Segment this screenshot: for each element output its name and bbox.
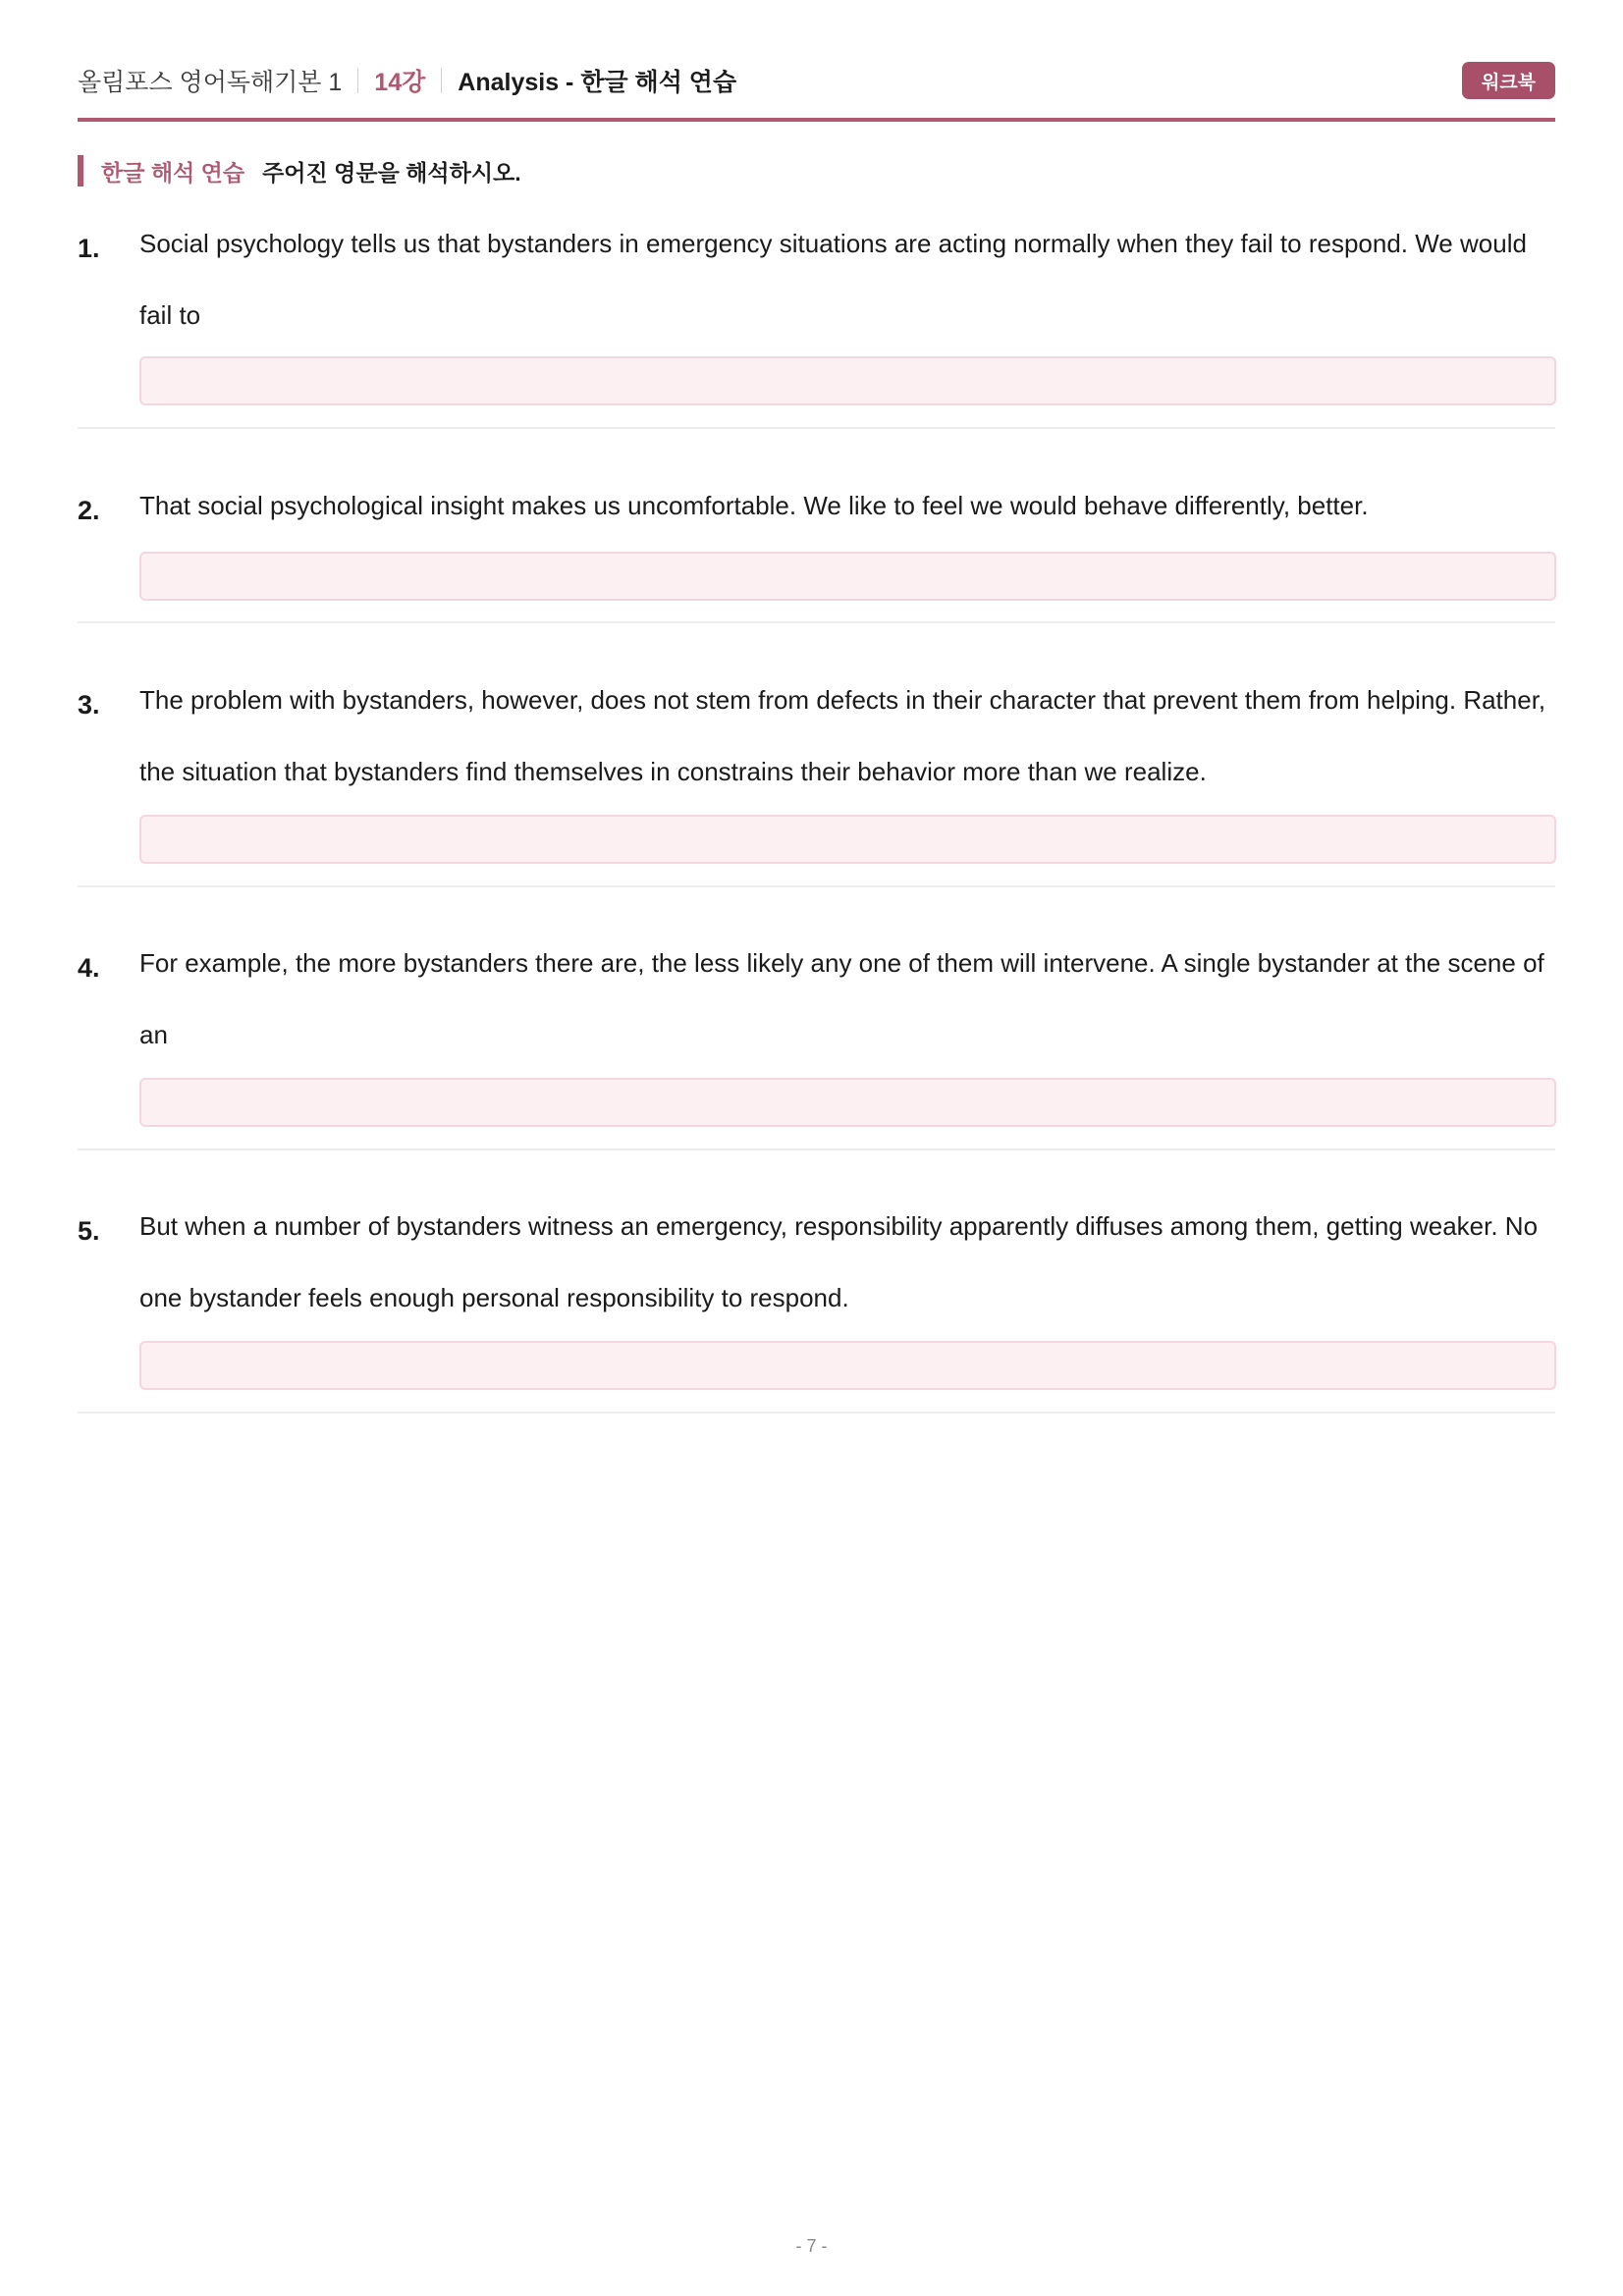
divider xyxy=(441,68,442,93)
question-number: 5. xyxy=(78,1216,100,1246)
page-number: - 7 - xyxy=(795,2236,828,2256)
question-number: 3. xyxy=(78,690,100,720)
question-text xyxy=(139,1191,1558,1334)
question-item xyxy=(78,682,1555,887)
question-item xyxy=(78,1208,1555,1414)
question-line: one bystander feels enough personal responsibility to respond. xyxy=(139,1283,849,1312)
question-number: 2. xyxy=(78,496,100,525)
question-line: the situation that bystanders find themselves in constrains their behavior more than we realize. xyxy=(139,757,1207,786)
answer-field[interactable] xyxy=(139,1078,1556,1127)
question-text xyxy=(139,470,1558,542)
question-text xyxy=(139,665,1558,808)
question-line: The problem with bystanders, however, does not stem from defects in their character that prevent them from helping. Rather, xyxy=(139,685,1546,715)
question-line: That social psychological insight makes us uncomfortable. We like to feel we would behave differently, better. xyxy=(139,491,1369,520)
question-line: But when a number of bystanders witness an emergency, responsibility apparently diffuses among them, getting weaker. No xyxy=(139,1211,1539,1241)
section-instruction: 주어진 영문을 해석하시오. xyxy=(262,159,521,186)
question-line: Social psychology tells us that bystanders in emergency situations are acting normally when they fail to respond. We would fail to xyxy=(139,229,1527,330)
question-number: 1. xyxy=(78,234,100,263)
workbook-badge: 워크북 xyxy=(1462,62,1555,99)
question-item xyxy=(78,945,1555,1150)
breadcrumb xyxy=(78,63,736,98)
divider xyxy=(357,68,358,93)
section-label: 한글 해석 연습 xyxy=(101,159,245,186)
answer-field[interactable] xyxy=(139,1341,1556,1390)
question-line: For example, the more bystanders there are, the less likely any one of them will intervene. A single bystander at the scene of an xyxy=(139,948,1544,1049)
question-item xyxy=(78,488,1555,623)
answer-field[interactable] xyxy=(139,552,1556,601)
answer-field[interactable] xyxy=(139,356,1556,405)
question-number: 4. xyxy=(78,953,100,983)
question-item xyxy=(78,226,1555,429)
answer-field[interactable] xyxy=(139,815,1556,864)
page-header xyxy=(78,59,1555,122)
section-heading xyxy=(78,155,521,187)
lesson-number: 14강 xyxy=(374,69,426,96)
page-title: Analysis - 한글 해석 연습 xyxy=(458,69,737,96)
book-title: 올림포스 영어독해기본 1 xyxy=(78,69,343,96)
